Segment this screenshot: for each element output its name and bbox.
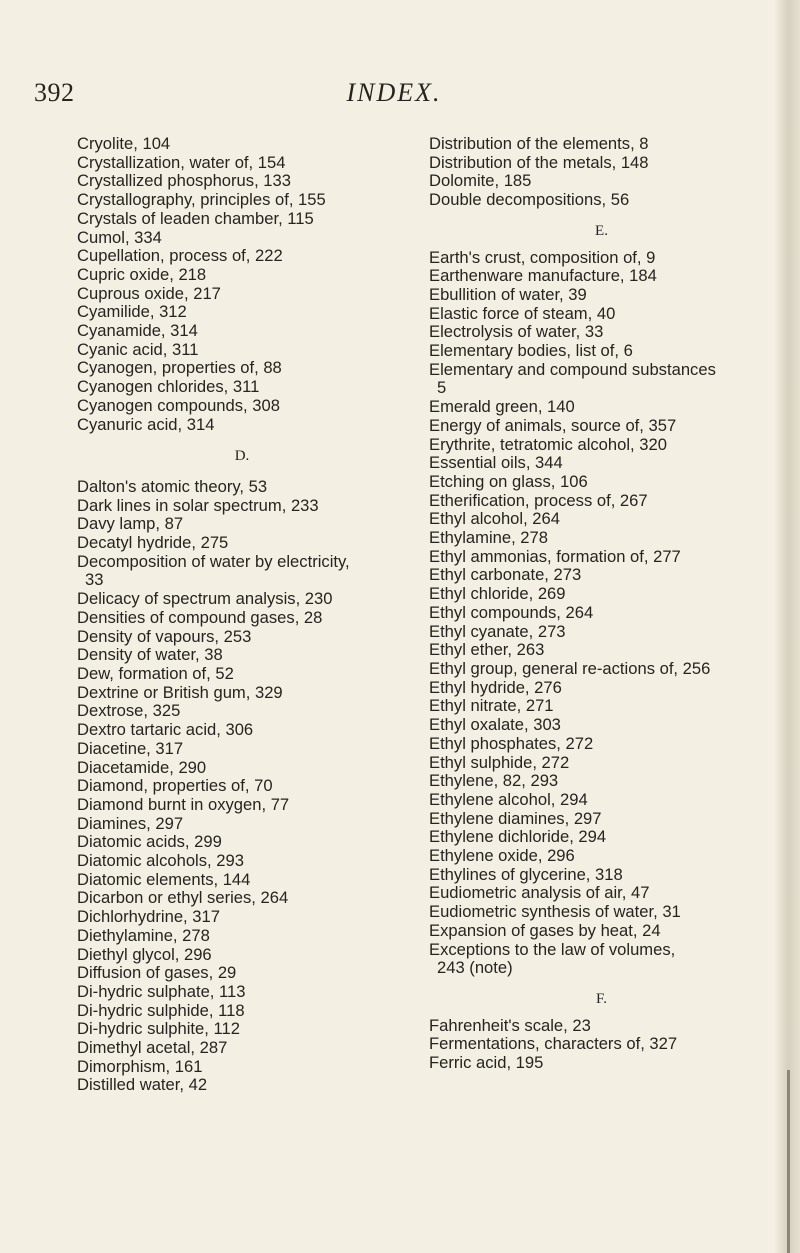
index-entry: Etherification, process of, 267 [429, 490, 648, 510]
index-entry: Dimethyl acetal, 287 [77, 1038, 228, 1058]
index-entry: Exceptions to the law of volumes, [429, 939, 676, 959]
index-entry: Cyanogen chlorides, 311 [77, 377, 260, 397]
index-entry: Ethyl group, general re-actions of, 256 [429, 658, 711, 678]
index-entry: Dextrose, 325 [77, 701, 181, 721]
index-entry: Elementary and compound substances [429, 359, 716, 379]
index-entry: Ethyl ether, 263 [429, 640, 545, 660]
index-entry: Cyanuric acid, 314 [77, 414, 215, 434]
index-entry: Essential oils, 344 [429, 453, 563, 473]
index-entry: Crystallization, water of, 154 [77, 152, 286, 172]
index-entry: Distilled water, 42 [77, 1075, 208, 1095]
index-entry: Ethylene oxide, 296 [429, 846, 575, 866]
index-entry: Ethyl ammonias, formation of, 277 [429, 546, 681, 566]
page-header [34, 78, 754, 114]
index-entry: Density of water, 38 [77, 645, 223, 665]
index-entry: Dark lines in solar spectrum, 233 [77, 495, 319, 515]
index-entry: Crystals of leaden chamber, 115 [77, 208, 314, 228]
index-entry: Crystallography, principles of, 155 [77, 190, 326, 210]
index-entry: Distribution of the metals, 148 [429, 152, 649, 172]
index-entry: Ethyl sulphide, 272 [429, 752, 570, 772]
index-entry: Crystallized phosphorus, 133 [77, 171, 291, 191]
index-entry: Earthenware manufacture, 184 [429, 266, 657, 286]
index-entry: Di-hydric sulphide, 118 [77, 1000, 245, 1020]
index-entry: Ethylene alcohol, 294 [429, 789, 588, 809]
index-entry: Cyanogen, properties of, 88 [77, 358, 282, 378]
index-entry: Dolomite, 185 [429, 171, 532, 191]
index-entry-continuation: 243 (note) [437, 958, 513, 978]
index-entry: Diamines, 297 [77, 813, 184, 833]
index-entry: Dew, formation of, 52 [77, 663, 234, 683]
index-entry: Ferric acid, 195 [429, 1053, 544, 1073]
index-entry: Delicacy of spectrum analysis, 230 [77, 589, 333, 609]
index-entry: Diatomic elements, 144 [77, 869, 251, 889]
index-entry: Cyanic acid, 311 [77, 339, 199, 359]
index-entry: Dextro tartaric acid, 306 [77, 720, 254, 740]
index-entry: Densities of compound gases, 28 [77, 607, 323, 627]
index-entry: Diffusion of gases, 29 [77, 963, 237, 983]
index-entry: Cupric oxide, 218 [77, 264, 207, 284]
index-entry: Ethyl oxalate, 303 [429, 715, 561, 735]
index-entry: Cumol, 334 [77, 227, 162, 247]
index-entry: Distribution of the elements, 8 [429, 134, 649, 153]
index-entry: Elastic force of steam, 40 [429, 303, 616, 323]
index-entry: Di-hydric sulphite, 112 [77, 1019, 240, 1039]
index-entry: Dextrine or British gum, 329 [77, 682, 283, 702]
index-entry: Decatyl hydride, 275 [77, 533, 229, 553]
index-entry: Elementary bodies, list of, 6 [429, 341, 633, 361]
index-entry: Expansion of gases by heat, 24 [429, 920, 661, 940]
index-entry: Diatomic alcohols, 293 [77, 851, 244, 871]
index-entry: Fahrenheit's scale, 23 [429, 1015, 591, 1035]
index-entry: Electrolysis of water, 33 [429, 322, 604, 342]
index-entry: Density of vapours, 253 [77, 626, 252, 646]
page-number: 392 [34, 78, 75, 107]
index-entry: Diamond, properties of, 70 [77, 776, 273, 796]
index-entry: Ethyl hydride, 276 [429, 677, 562, 697]
index-entry-continuation: 5 [437, 378, 447, 398]
index-entry: Cuprous oxide, 217 [77, 283, 221, 303]
index-entry: Cyanogen compounds, 308 [77, 395, 280, 415]
index-entry: Dimorphism, 161 [77, 1056, 203, 1076]
index-entry: Ethylene diamines, 297 [429, 808, 602, 828]
index-entry: Davy lamp, 87 [77, 514, 184, 534]
page-edge-line [787, 1070, 790, 1253]
index-entry: Cyamilide, 312 [77, 302, 187, 322]
section-heading: F. [596, 990, 607, 1007]
index-entry: Decomposition of water by electricity, [77, 551, 350, 571]
index-column-left [77, 135, 407, 1095]
index-entry: Double decompositions, 56 [429, 190, 630, 210]
index-entry: Ethyl nitrate, 271 [429, 696, 554, 716]
index-entry: Diamond burnt in oxygen, 77 [77, 794, 290, 814]
index-entry: Diethyl glycol, 296 [77, 944, 212, 964]
index-entry: Ethyl chloride, 269 [429, 584, 566, 604]
page-edge-shadow [774, 0, 800, 1253]
index-entry: Ethylamine, 278 [429, 528, 548, 548]
index-entry: Etching on glass, 106 [429, 471, 588, 491]
index-column-right [429, 135, 774, 1073]
index-entry: Eudiometric analysis of air, 47 [429, 883, 650, 903]
index-entry-continuation: 33 [85, 570, 104, 590]
index-entry: Di-hydric sulphate, 113 [77, 981, 246, 1001]
index-entry: Emerald green, 140 [429, 397, 575, 417]
index-entry: Dicarbon or ethyl series, 264 [77, 888, 289, 908]
index-entry: Fermentations, characters of, 327 [429, 1034, 678, 1054]
index-entry: Diacetamide, 290 [77, 757, 207, 777]
section-heading: E. [595, 222, 608, 239]
index-entry: Ebullition of water, 39 [429, 284, 587, 304]
index-entry: Diatomic acids, 299 [77, 832, 222, 852]
index-entry: Cyanamide, 314 [77, 321, 198, 341]
index-entry: Dichlorhydrine, 317 [77, 907, 220, 927]
index-entry: Earth's crust, composition of, 9 [429, 247, 656, 267]
index-entry: Ethyl phosphates, 272 [429, 733, 594, 753]
running-head: INDEX. [346, 78, 442, 107]
index-entry: Diethylamine, 278 [77, 925, 210, 945]
index-entry: Erythrite, tetratomic alcohol, 320 [429, 434, 667, 454]
index-entry: Ethylines of glycerine, 318 [429, 864, 623, 884]
index-entry: Cryolite, 104 [77, 134, 171, 153]
index-entry: Ethylene, 82, 293 [429, 771, 559, 791]
index-entry: Dalton's atomic theory, 53 [77, 476, 268, 496]
index-entry: Ethyl carbonate, 273 [429, 565, 582, 585]
index-entry: Ethyl cyanate, 273 [429, 621, 566, 641]
index-entry: Ethyl alcohol, 264 [429, 509, 560, 529]
index-entry: Ethylene dichloride, 294 [429, 827, 607, 847]
index-entry: Eudiometric synthesis of water, 31 [429, 902, 681, 922]
index-entry: Cupellation, process of, 222 [77, 246, 283, 266]
index-entry: Ethyl compounds, 264 [429, 602, 594, 622]
index-entry: Energy of animals, source of, 357 [429, 415, 677, 435]
section-heading: D. [234, 448, 250, 465]
index-entry: Diacetine, 317 [77, 738, 184, 758]
